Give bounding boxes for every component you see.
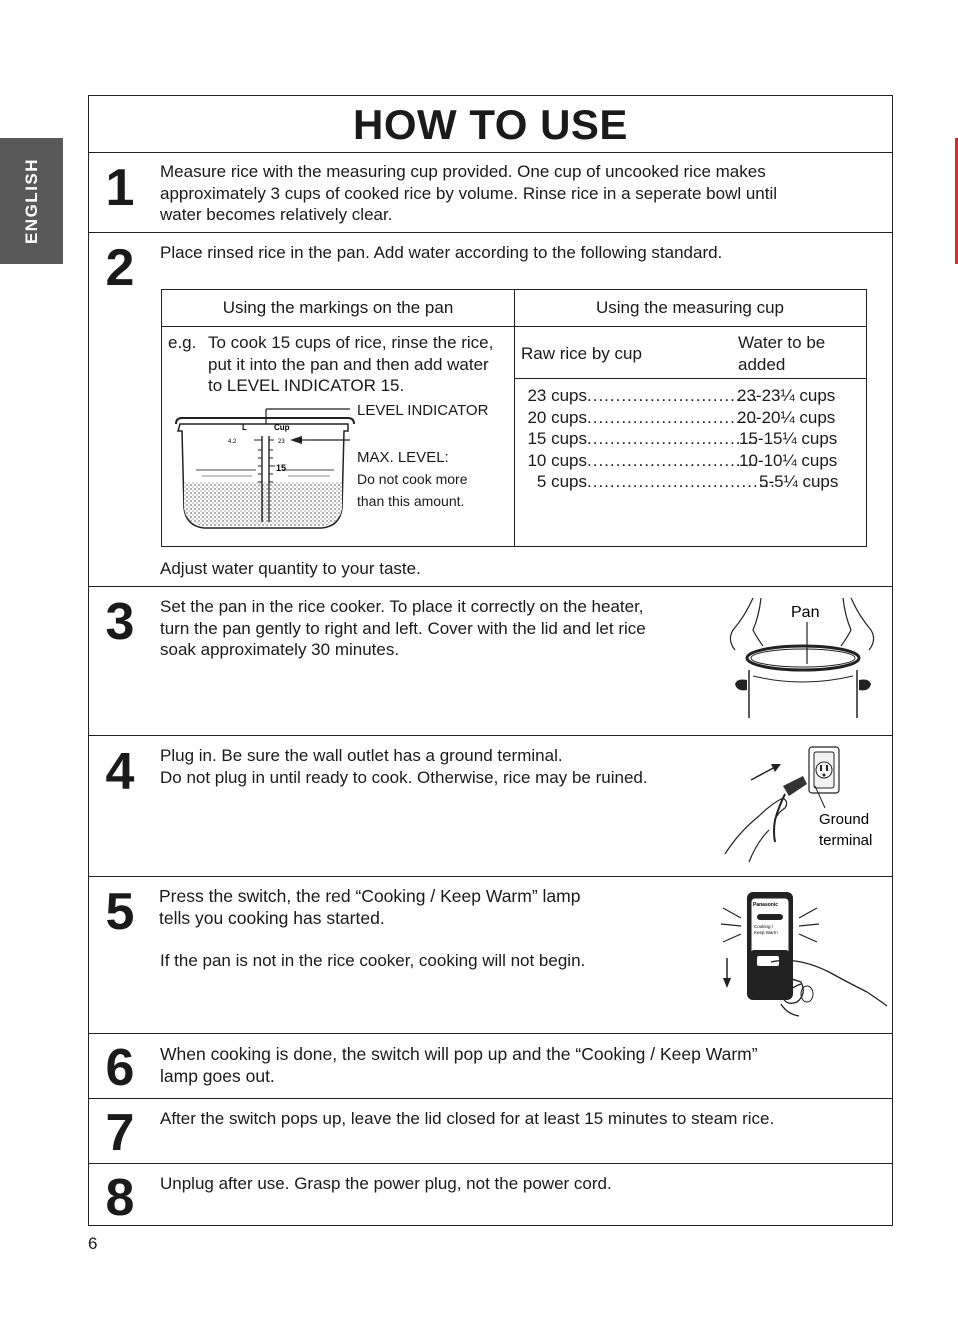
step-number: 8 (105, 1169, 135, 1227)
step-line: lamp goes out. (160, 1065, 275, 1086)
leader-dots: ................................. (587, 472, 776, 491)
step-number: 2 (105, 239, 135, 297)
step-number: 1 (105, 159, 135, 217)
col-raw-rice: Raw rice by cup (521, 344, 642, 363)
leader-dots: .............................. (587, 407, 759, 427)
pan-placement-illustration (723, 596, 883, 726)
step-line: Do not plug in until ready to cook. Otherwise, rice may be ruined. (160, 767, 648, 787)
level-indicator-label: LEVEL INDICATOR (357, 402, 489, 419)
step-1-text (160, 161, 777, 226)
step-line: Plug in. Be sure the wall outlet has a ground terminal. (160, 746, 563, 765)
example-line: To cook 15 cups of rice, rinse the rice, (208, 333, 494, 352)
pan-label: Pan (791, 604, 820, 621)
plug-illustration (719, 742, 879, 862)
language-tab (0, 138, 63, 264)
step-line: approximately 3 cups of cooked rice by volume. Rinse rice in a seperate bowl until (160, 183, 778, 203)
water-row (521, 450, 861, 472)
step-2-intro: Place rinsed rice in the pan. Add water according to the following standard. (160, 243, 723, 262)
water-cups: 5-5¼ cups (759, 472, 839, 491)
page-title: HOW TO USE (353, 101, 628, 148)
divider (89, 1098, 892, 1099)
col-water-line: Water to be (738, 333, 826, 352)
leader-dots: .............................. (587, 386, 759, 405)
pan-scale-l: L (242, 423, 247, 432)
step-line: turn the pan gently to right and left. Cover with the lid and let rice (160, 618, 646, 638)
example-prefix: e.g. (168, 333, 197, 352)
max-level-note: than this amount. (357, 493, 465, 509)
water-cups: 20-20¼ cups (737, 407, 836, 427)
table-divider (162, 326, 866, 327)
ground-label: Ground (819, 811, 870, 828)
step-8-text: Unplug after use. Grasp the power plug, not the power cord. (160, 1174, 612, 1193)
step-5-text (159, 886, 580, 929)
table-header-cup: Using the measuring cup (595, 298, 785, 317)
example-line: put it into the pan and then add water (208, 354, 489, 374)
water-row (521, 428, 861, 450)
step-4-text (160, 745, 648, 788)
leader-dots: .............................. (587, 450, 759, 470)
max-level-label: MAX. LEVEL: (357, 449, 449, 466)
col-water (738, 332, 825, 375)
water-table (161, 289, 867, 547)
divider (89, 1033, 892, 1034)
example-line: to LEVEL INDICATOR 15. (208, 376, 405, 395)
step-line: tells you cooking has started. (159, 907, 385, 928)
table-divider (514, 290, 515, 546)
raw-cups: 10 cups (527, 450, 587, 470)
col-water-line: added (738, 354, 786, 374)
water-cups: 10-10¼ cups (739, 450, 838, 470)
pan-scale-cup-value: 23 (278, 439, 285, 445)
step-number: 6 (105, 1039, 135, 1097)
step-number: 7 (105, 1104, 135, 1162)
pan-scale-cup: Cup (274, 423, 290, 432)
divider (89, 876, 892, 877)
water-row (521, 407, 861, 429)
step-2-footer: Adjust water quantity to your taste. (160, 559, 421, 578)
step-6-text (160, 1044, 758, 1087)
page-number: 6 (88, 1234, 98, 1253)
table-header-pan: Using the markings on the pan (222, 298, 454, 317)
step-3-text (160, 596, 646, 661)
leader-dots: .............................. (587, 429, 759, 448)
raw-cups: 23 cups (527, 386, 587, 405)
raw-cups: 20 cups (527, 407, 587, 427)
step-line: water becomes relatively clear. (160, 205, 393, 224)
water-cups: 23-23¼ cups (737, 386, 836, 405)
water-row (521, 471, 861, 493)
step-number: 4 (105, 743, 135, 801)
divider (89, 152, 892, 153)
step-line: When cooking is done, the switch will pop up and the “Cooking / Keep Warm” (160, 1044, 758, 1064)
panel-lamp-label: Keep Warm (754, 930, 778, 935)
step-number: 5 (105, 883, 135, 941)
step-7-text: After the switch pops up, leave the lid closed for at least 15 minutes to steam rice. (160, 1109, 775, 1128)
how-to-use-panel (88, 95, 893, 1226)
pan-scale-l-value: 4.2 (228, 439, 237, 445)
example-text (208, 332, 493, 397)
switch-illustration (717, 888, 889, 1028)
water-row (521, 385, 861, 407)
panel-brand: Panasonic (753, 902, 779, 908)
divider (89, 735, 892, 736)
water-cups: 15-15¼ cups (739, 429, 838, 448)
step-number: 3 (105, 593, 135, 651)
step-line: Press the switch, the red “Cooking / Keep Warm” lamp (159, 886, 581, 906)
language-tab-label: ENGLISH (21, 157, 41, 245)
ground-label: terminal (819, 832, 873, 849)
step-line: Set the pan in the rice cooker. To place it correctly on the heater, (160, 597, 644, 616)
divider (89, 232, 892, 233)
step-line: Measure rice with the measuring cup provided. One cup of uncooked rice makes (160, 162, 766, 181)
table-divider (514, 378, 866, 379)
raw-cups: 15 cups (527, 429, 587, 448)
step-line: soak approximately 30 minutes. (160, 640, 400, 659)
divider (89, 1163, 892, 1164)
divider (89, 586, 892, 587)
max-level-note: Do not cook more (357, 471, 468, 487)
panel-lamp-label: Cooking / (754, 924, 774, 929)
raw-cups: 5 cups (536, 472, 587, 491)
pan-scale-mark: 15 (276, 463, 287, 473)
step-5-note: If the pan is not in the rice cooker, cooking will not begin. (160, 951, 586, 970)
